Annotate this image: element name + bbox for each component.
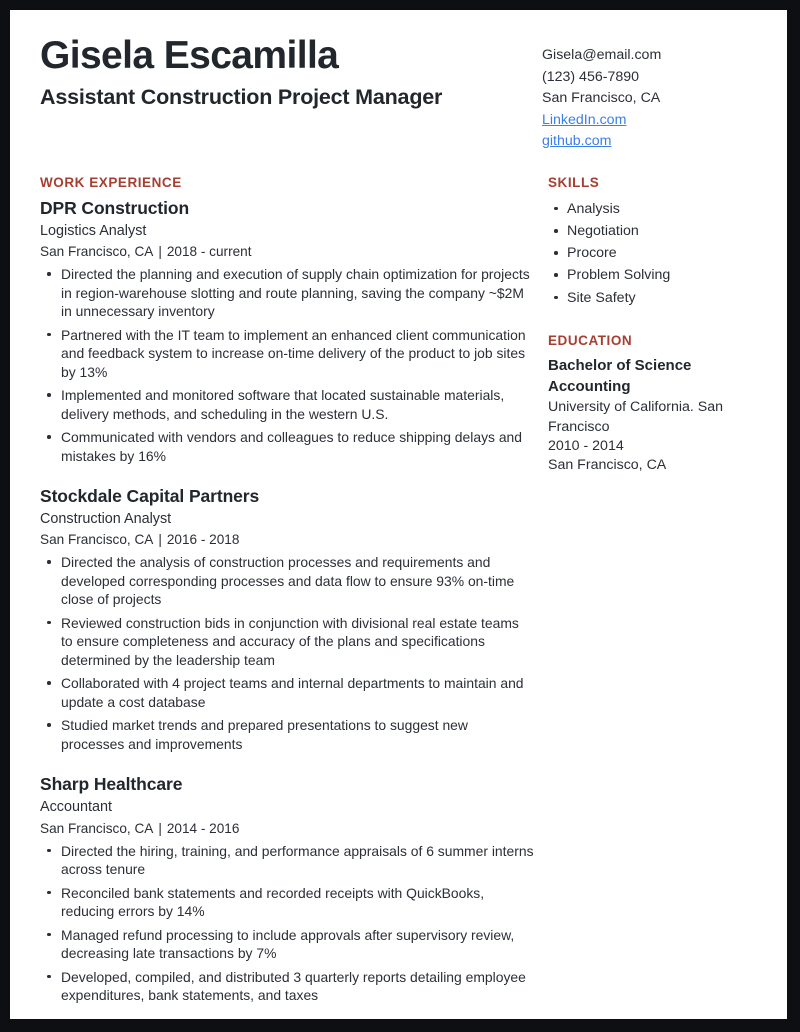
section-title-skills: SKILLS [548,174,600,190]
job-meta [40,819,534,838]
bullet-item: Partnered with the IT team to implement an enhanced client communication and feedback system to increase on-time delivery of the product to job sites by 13% [40,326,534,381]
contact-block [542,36,757,153]
job-entry [40,486,534,753]
bullet-item: Managed refund processing to include approvals after supervisory review, decreasing late transactions by 7% [40,926,534,963]
bullet-item: Studied market trends and prepared presentations to suggest new processes and improvements [40,716,534,753]
job-meta [40,242,534,261]
bullet-item: Directed the hiring, training, and performance appraisals of 6 summer interns across tenure [40,842,534,879]
meta-separator: | [158,244,162,260]
contact-location: San Francisco, CA [542,90,661,107]
education-dates: 2010 - 2014 [548,437,624,454]
skill-item: Problem Solving [548,265,763,285]
meta-separator: | [158,532,162,548]
company-name: Sharp Healthcare [40,774,183,795]
resume-body [40,175,757,1005]
linkedin-link[interactable]: LinkedIn.com [542,111,627,128]
skill-item: Analysis [548,199,763,219]
education-major: Accounting [548,377,631,395]
job-location: San Francisco, CA [40,820,154,836]
job-meta [40,530,534,549]
contact-email: Gisela@email.com [542,47,662,63]
bullet-item: Communicated with vendors and colleagues to reduce shipping delays and mistakes by 16% [40,428,534,465]
job-location: San Francisco, CA [40,244,154,260]
bullet-item: Directed the planning and execution of supply chain optimization for projects in region-warehouse slotting and route planning, saving the company ~$2M in unnecessary inventory [40,265,534,320]
resume-page [10,10,787,1019]
bullet-item: Directed the analysis of construction processes and requirements and developed corresponding processes and data flow to ensure 93% on-time close of projects [40,553,534,608]
bullet-list [40,842,534,1005]
full-name: Gisela Escamilla [40,34,339,77]
bullet-item: Developed, compiled, and distributed 3 quarterly reports detailing employee expenditures, bank statements, and taxes [40,968,534,1005]
job-entry [40,198,534,465]
job-dates: 2018 - current [166,244,252,260]
main-column [40,175,548,1005]
bullet-item: Implemented and monitored software that located sustainable materials, delivery methods, and scheduling in the western U.S. [40,386,534,423]
skill-list [548,199,763,308]
meta-separator: | [158,820,162,836]
job-dates: 2016 - 2018 [166,532,240,548]
side-column [548,175,763,475]
job-location: San Francisco, CA [40,532,154,548]
skill-item: Negotiation [548,221,763,241]
bullet-item: Reviewed construction bids in conjunction with divisional real estate teams to ensure completeness and accuracy of the plans and specifications determined by the leadership team [40,614,534,669]
education-entry [548,357,763,475]
contact-phone: (123) 456-7890 [542,68,640,85]
bullet-list [40,265,534,465]
job-dates: 2014 - 2016 [166,820,240,836]
job-headline: Assistant Construction Project Manager [40,84,443,109]
header-identity [40,36,530,110]
skills-section [548,175,763,308]
job-title: Logistics Analyst [40,222,147,239]
education-location: San Francisco, CA [548,456,667,473]
github-link[interactable]: github.com [542,133,612,150]
bullet-list [40,553,534,753]
bullet-item: Collaborated with 4 project teams and internal departments to maintain and update a cost database [40,674,534,711]
contact-link-row [542,131,757,153]
job-title: Construction Analyst [40,510,172,527]
skill-item: Site Safety [548,288,763,308]
bullet-item: Reconciled bank statements and recorded receipts with QuickBooks, reducing errors by 14% [40,884,534,921]
education-degree: Bachelor of Science [548,356,692,374]
contact-link-row [542,110,757,132]
section-title-work-experience: WORK EXPERIENCE [40,174,182,190]
resume-header [40,36,757,153]
section-title-education: EDUCATION [548,332,633,348]
job-entry [40,774,534,1004]
skill-item: Procore [548,243,763,263]
education-section [548,333,763,475]
job-title: Accountant [40,799,113,816]
company-name: Stockdale Capital Partners [40,486,260,507]
company-name: DPR Construction [40,197,190,218]
education-school: University of California. San Francisco [548,399,724,435]
